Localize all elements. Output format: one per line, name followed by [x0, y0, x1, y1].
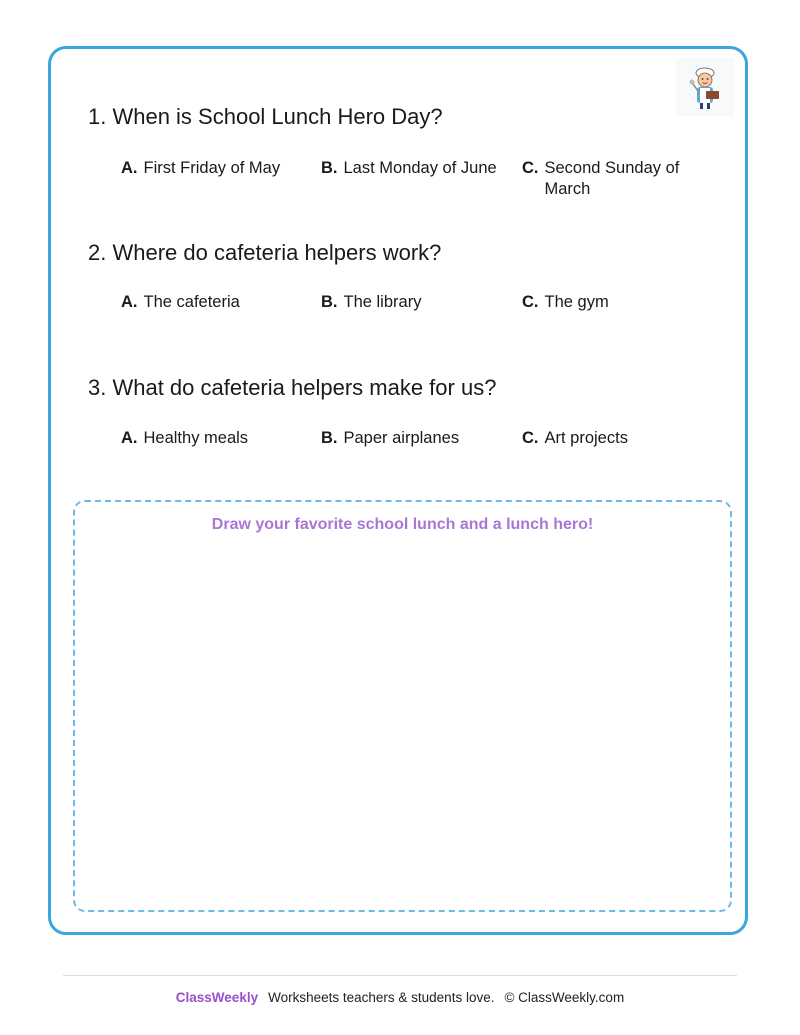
option-text: Second Sunday of March — [544, 159, 680, 198]
footer — [0, 990, 800, 1005]
drawing-prompt: Draw your favorite school lunch and a lunch hero! — [211, 516, 594, 533]
option-b[interactable] — [321, 292, 516, 313]
footer-copyright: © ClassWeekly.com — [504, 990, 625, 1005]
question-text: 3. What do cafeteria helpers make for us? — [88, 375, 497, 400]
option-letter: A. — [121, 429, 138, 447]
footer-brand: ClassWeekly — [175, 990, 259, 1005]
option-letter: B. — [321, 293, 338, 311]
option-text: The cafeteria — [143, 293, 240, 311]
answer-options — [88, 158, 728, 206]
question-text: 1. When is School Lunch Hero Day? — [88, 104, 443, 129]
option-letter: B. — [321, 159, 338, 177]
option-a[interactable] — [121, 428, 311, 449]
answer-options — [88, 292, 728, 340]
option-letter: A. — [121, 159, 138, 177]
question-3 — [88, 374, 728, 476]
option-text: Paper airplanes — [343, 429, 460, 447]
option-c[interactable] — [522, 158, 712, 200]
option-a[interactable] — [121, 292, 311, 313]
option-text: Healthy meals — [143, 429, 249, 447]
answer-options — [88, 428, 728, 476]
footer-divider — [63, 975, 737, 976]
question-2 — [88, 239, 728, 340]
drawing-area[interactable] — [73, 500, 732, 912]
option-b[interactable] — [321, 158, 516, 179]
option-c[interactable] — [522, 292, 712, 313]
option-b[interactable] — [321, 428, 516, 449]
option-text: The gym — [544, 293, 609, 311]
option-letter: A. — [121, 293, 138, 311]
option-text: The library — [343, 293, 422, 311]
option-letter: B. — [321, 429, 338, 447]
option-letter: C. — [522, 293, 539, 311]
option-text: Art projects — [544, 429, 628, 447]
option-text: Last Monday of June — [343, 159, 497, 177]
option-letter: C. — [522, 159, 539, 177]
option-letter: C. — [522, 429, 539, 447]
footer-tagline: Worksheets teachers & students love. — [268, 990, 495, 1005]
option-a[interactable] — [121, 158, 311, 179]
option-c[interactable] — [522, 428, 712, 449]
question-1 — [88, 103, 728, 206]
question-text: 2. Where do cafeteria helpers work? — [88, 240, 442, 265]
option-text: First Friday of May — [143, 159, 281, 177]
